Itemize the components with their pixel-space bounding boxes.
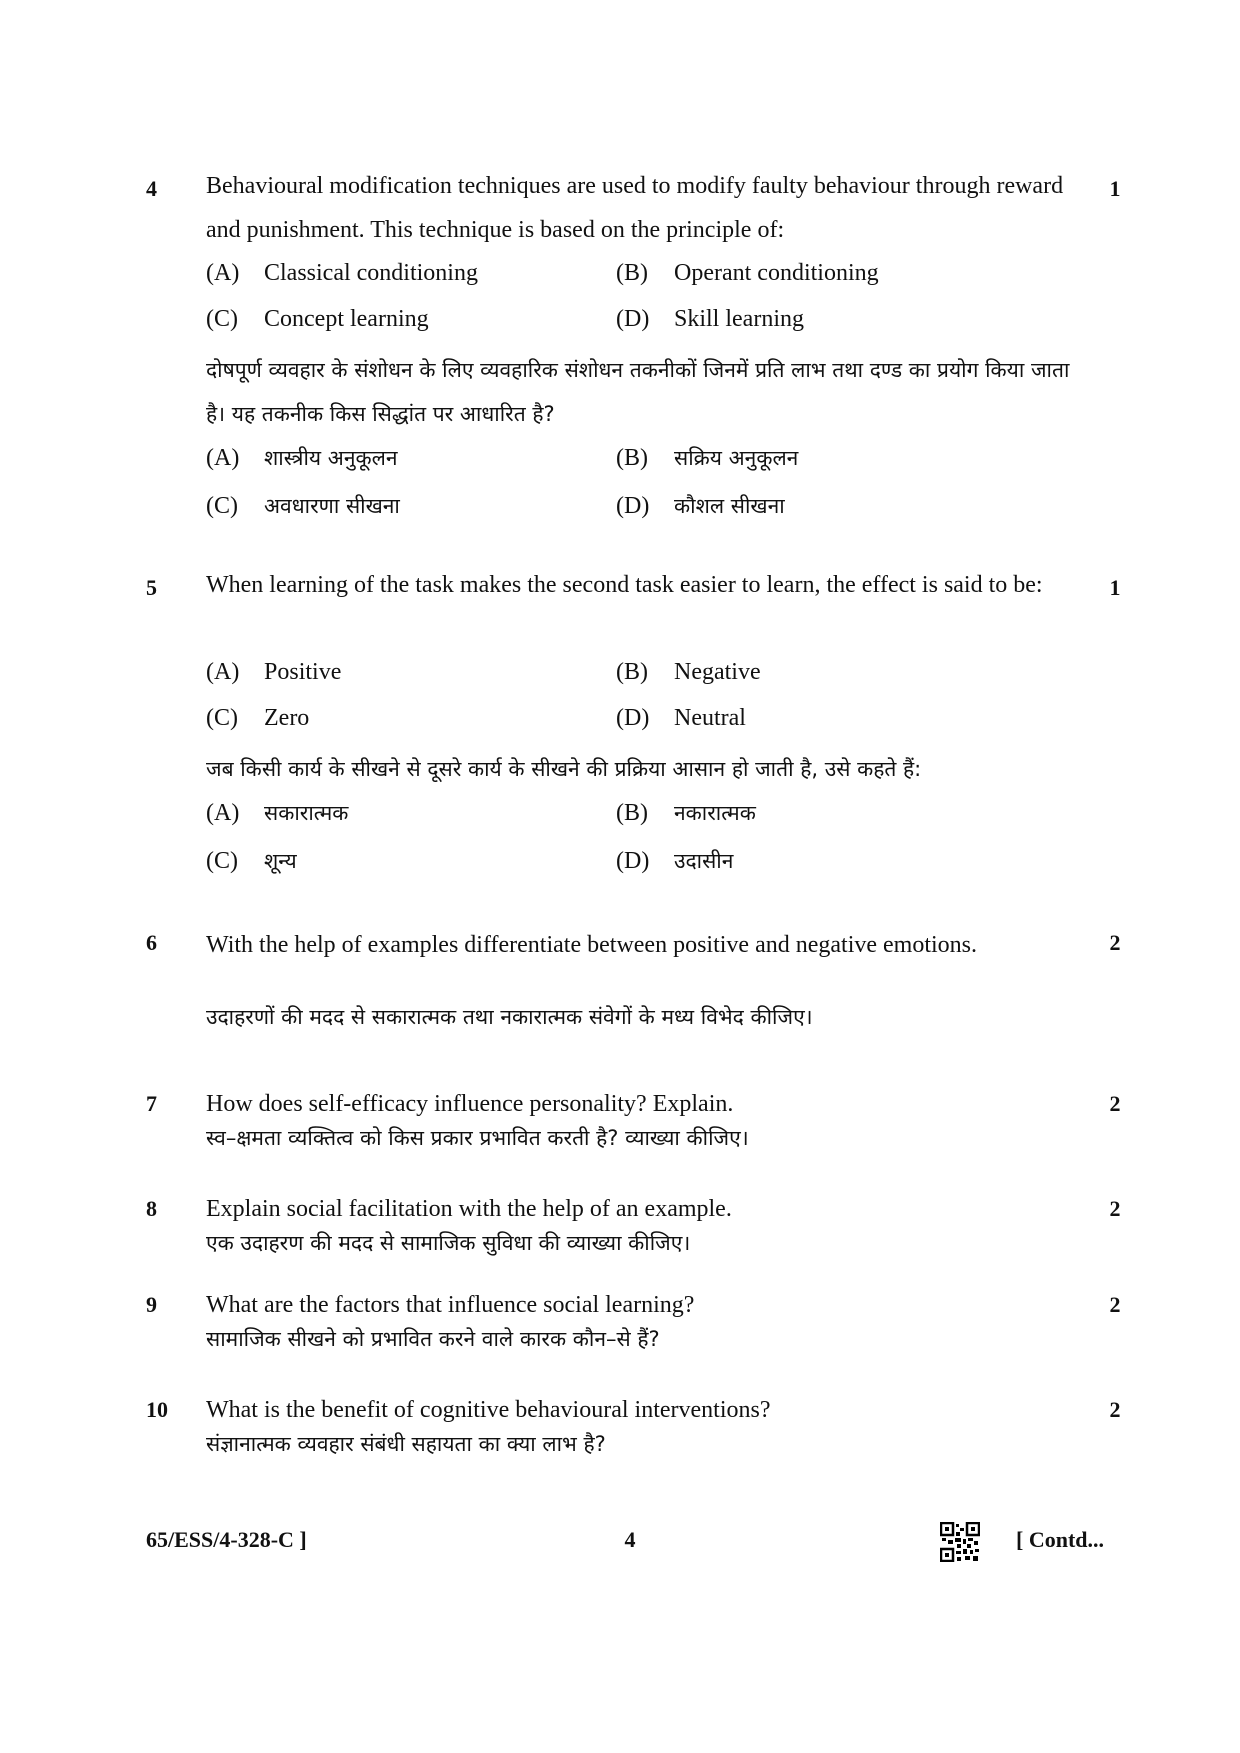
option-a: (A) शास्त्रीय अनुकूलन — [206, 445, 398, 471]
question-text-en: Behavioural modification techniques are used to modify faulty behaviour through reward and punishment. This technique is based on the principle of: — [206, 173, 1064, 243]
qr-code-icon — [940, 1522, 980, 1562]
paper-code: 65/ESS/4-328-C ] — [146, 1527, 307, 1552]
option-d: (D) कौशल सीखना — [616, 493, 785, 519]
question-number: 5 — [146, 575, 157, 600]
question-text-en: What is the benefit of cognitive behavioural interventions? — [206, 1397, 771, 1423]
option-a: (A) Classical conditioning — [206, 260, 478, 286]
question-marks: 2 — [1109, 1196, 1121, 1221]
question-text-hi: एक उदाहरण की मदद से सामाजिक सुविधा की व्याख्या कीजिए। — [206, 1231, 691, 1255]
page-number: 4 — [624, 1527, 636, 1552]
question-text-en: What are the factors that influence social learning? — [206, 1292, 695, 1318]
option-d: (D) उदासीन — [616, 848, 734, 874]
question-text-hi: स्व–क्षमता व्यक्तित्व को किस प्रकार प्रभावित करती है? व्याख्या कीजिए। — [206, 1126, 749, 1150]
option-d: (D) Skill learning — [616, 306, 804, 332]
question-marks: 2 — [1109, 930, 1121, 955]
question-marks: 1 — [1109, 575, 1121, 600]
question-text-hi: उदाहरणों की मदद से सकारात्मक तथा नकारात्मक संवेगों के मध्य विभेद कीजिए। — [206, 1005, 813, 1029]
option-b: (B) Operant conditioning — [616, 260, 879, 286]
question-text-en: When learning of the task makes the second task easier to learn, the effect is said to be: — [206, 572, 1043, 598]
option-c: (C) Zero — [206, 705, 310, 731]
option-c: (C) अवधारणा सीखना — [206, 493, 400, 519]
option-b: (B) सक्रिय अनुकूलन — [616, 445, 799, 471]
question-text-hi: सामाजिक सीखने को प्रभावित करने वाले कारक कौन–से हैं? — [206, 1327, 660, 1351]
question-number: 4 — [146, 176, 157, 201]
option-d: (D) Neutral — [616, 705, 746, 731]
question-text-hi: दोषपूर्ण व्यवहार के संशोधन के लिए व्यवहारिक संशोधन तकनीकों जिनमें प्रति लाभ तथा दण्ड का प्रयोग किया जाता है। यह तकनीक किस सिद्धांत पर आधारित है? — [206, 358, 1070, 426]
question-marks: 2 — [1109, 1091, 1121, 1116]
option-c: (C) Concept learning — [206, 306, 429, 332]
option-a: (A) Positive — [206, 659, 342, 685]
question-number: 8 — [146, 1196, 157, 1221]
question-text-en: How does self-efficacy influence personality? Explain. — [206, 1091, 734, 1117]
question-text-hi: संज्ञानात्मक व्यवहार संबंधी सहायता का क्या लाभ है? — [206, 1432, 606, 1456]
question-number: 9 — [146, 1292, 157, 1317]
option-c: (C) शून्य — [206, 848, 297, 874]
question-number: 7 — [146, 1091, 157, 1116]
option-b: (B) नकारात्मक — [616, 800, 756, 826]
option-b: (B) Negative — [616, 659, 761, 685]
question-text-hi: जब किसी कार्य के सीखने से दूसरे कार्य के सीखने की प्रक्रिया आसान हो जाती है, उसे कहते हैं: — [206, 757, 922, 781]
question-text-en: Explain social facilitation with the help of an example. — [206, 1196, 732, 1222]
question-text-en: With the help of examples differentiate between positive and negative emotions. — [206, 932, 978, 958]
option-a: (A) सकारात्मक — [206, 800, 349, 826]
question-number: 6 — [146, 930, 157, 955]
continued-label: [ Contd... — [1016, 1527, 1105, 1552]
question-marks: 2 — [1109, 1397, 1121, 1422]
question-marks: 2 — [1109, 1292, 1121, 1317]
question-marks: 1 — [1109, 176, 1121, 201]
question-number: 10 — [146, 1397, 168, 1422]
